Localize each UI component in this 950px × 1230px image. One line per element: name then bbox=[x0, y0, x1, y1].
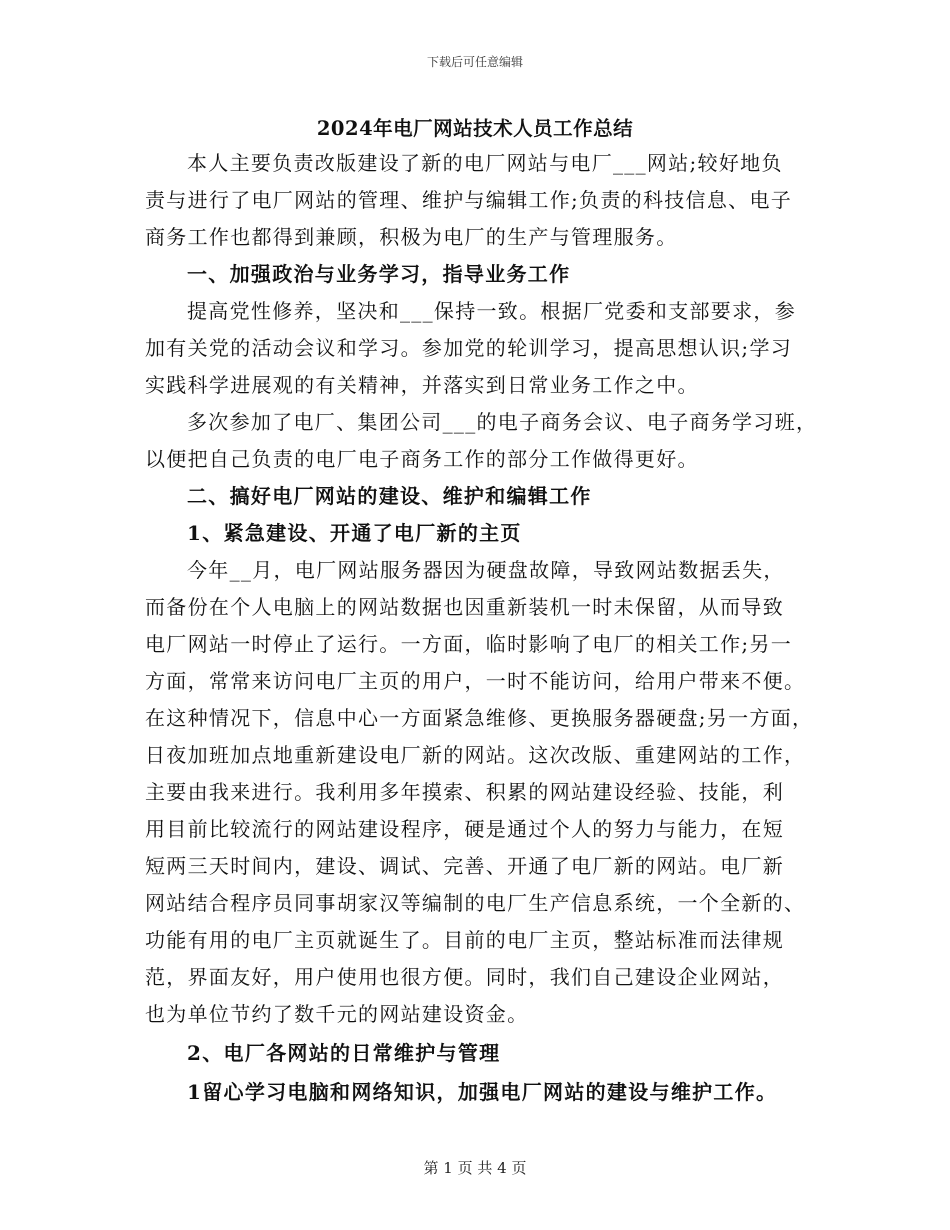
paragraph-line: 主要由我来进行。我利用多年摸索、积累的网站建设经验、技能，利 bbox=[145, 780, 784, 804]
subsection-heading: 2、电厂各网站的日常维护与管理 bbox=[187, 1041, 501, 1065]
subsection-heading: 1、紧急建设、开通了电厂新的主页 bbox=[187, 521, 522, 545]
paragraph-line: 也为单位节约了数千元的网站建设资金。 bbox=[145, 1002, 529, 1026]
paragraph-line: 本人主要负责改版建设了新的电厂网站与电厂___网站;较好地负 bbox=[187, 151, 783, 175]
paragraph-line: 责与进行了电厂网站的管理、维护与编辑工作;负责的科技信息、电子 bbox=[145, 188, 793, 212]
paragraph-line: 功能有用的电厂主页就诞生了。目前的电厂主页，整站标准而法律规 bbox=[145, 928, 784, 952]
paragraph-line: 范，界面友好，用户使用也很方便。同时，我们自己建设企业网站， bbox=[145, 965, 784, 989]
paragraph-line: 短两三天时间内，建设、调试、完善、开通了电厂新的网站。电厂新 bbox=[145, 854, 784, 878]
paragraph-line: 加有关党的活动会议和学习。参加党的轮训学习，提高思想认识;学习 bbox=[145, 336, 793, 360]
paragraph-line: 以便把自己负责的电厂电子商务工作的部分工作做得更好。 bbox=[145, 447, 699, 471]
paragraph-line: 方面，常常来访问电厂主页的用户，一时不能访问，给用户带来不便。 bbox=[145, 669, 806, 693]
section-heading: 一、加强政治与业务学习，指导业务工作 bbox=[187, 262, 571, 286]
paragraph-line: 网站结合程序员同事胡家汉等编制的电厂生产信息系统，一个全新的、 bbox=[145, 891, 806, 915]
page-header-note: 下载后可任意编辑 bbox=[426, 55, 523, 69]
paragraph-line: 今年__月，电厂网站服务器因为硬盘故障，导致网站数据丢失， bbox=[187, 558, 785, 582]
paragraph-line: 提高党性修养，坚决和___保持一致。根据厂党委和支部要求，参 bbox=[187, 299, 796, 323]
paragraph-line: 实践科学进展观的有关精神，并落实到日常业务工作之中。 bbox=[145, 373, 699, 397]
paragraph-line: 用目前比较流行的网站建设程序，硬是通过个人的努力与能力，在短 bbox=[145, 817, 784, 841]
paragraph-line: 商务工作也都得到兼顾，积极为电厂的生产与管理服务。 bbox=[145, 225, 678, 249]
list-item-heading: 1留心学习电脑和网络知识，加强电厂网站的建设与维护工作。 bbox=[187, 1080, 778, 1104]
document-title: 2024年电厂网站技术人员工作总结 bbox=[316, 117, 634, 140]
paragraph-line: 日夜加班加点地重新建设电厂新的网站。这次改版、重建网站的工作， bbox=[145, 743, 806, 767]
paragraph-line: 电厂网站一时停止了运行。一方面，临时影响了电厂的相关工作;另一 bbox=[145, 632, 793, 656]
paragraph-line: 多次参加了电厂、集团公司___的电子商务会议、电子商务学习班， bbox=[187, 410, 818, 434]
page-number-footer: 第 1 页 共 4 页 bbox=[423, 1159, 527, 1177]
section-heading: 二、搞好电厂网站的建设、维护和编辑工作 bbox=[187, 484, 592, 508]
paragraph-line: 在这种情况下，信息中心一方面紧急维修、更换服务器硬盘;另一方面， bbox=[145, 706, 814, 730]
paragraph-line: 而备份在个人电脑上的网站数据也因重新装机一时未保留，从而导致 bbox=[145, 595, 784, 619]
